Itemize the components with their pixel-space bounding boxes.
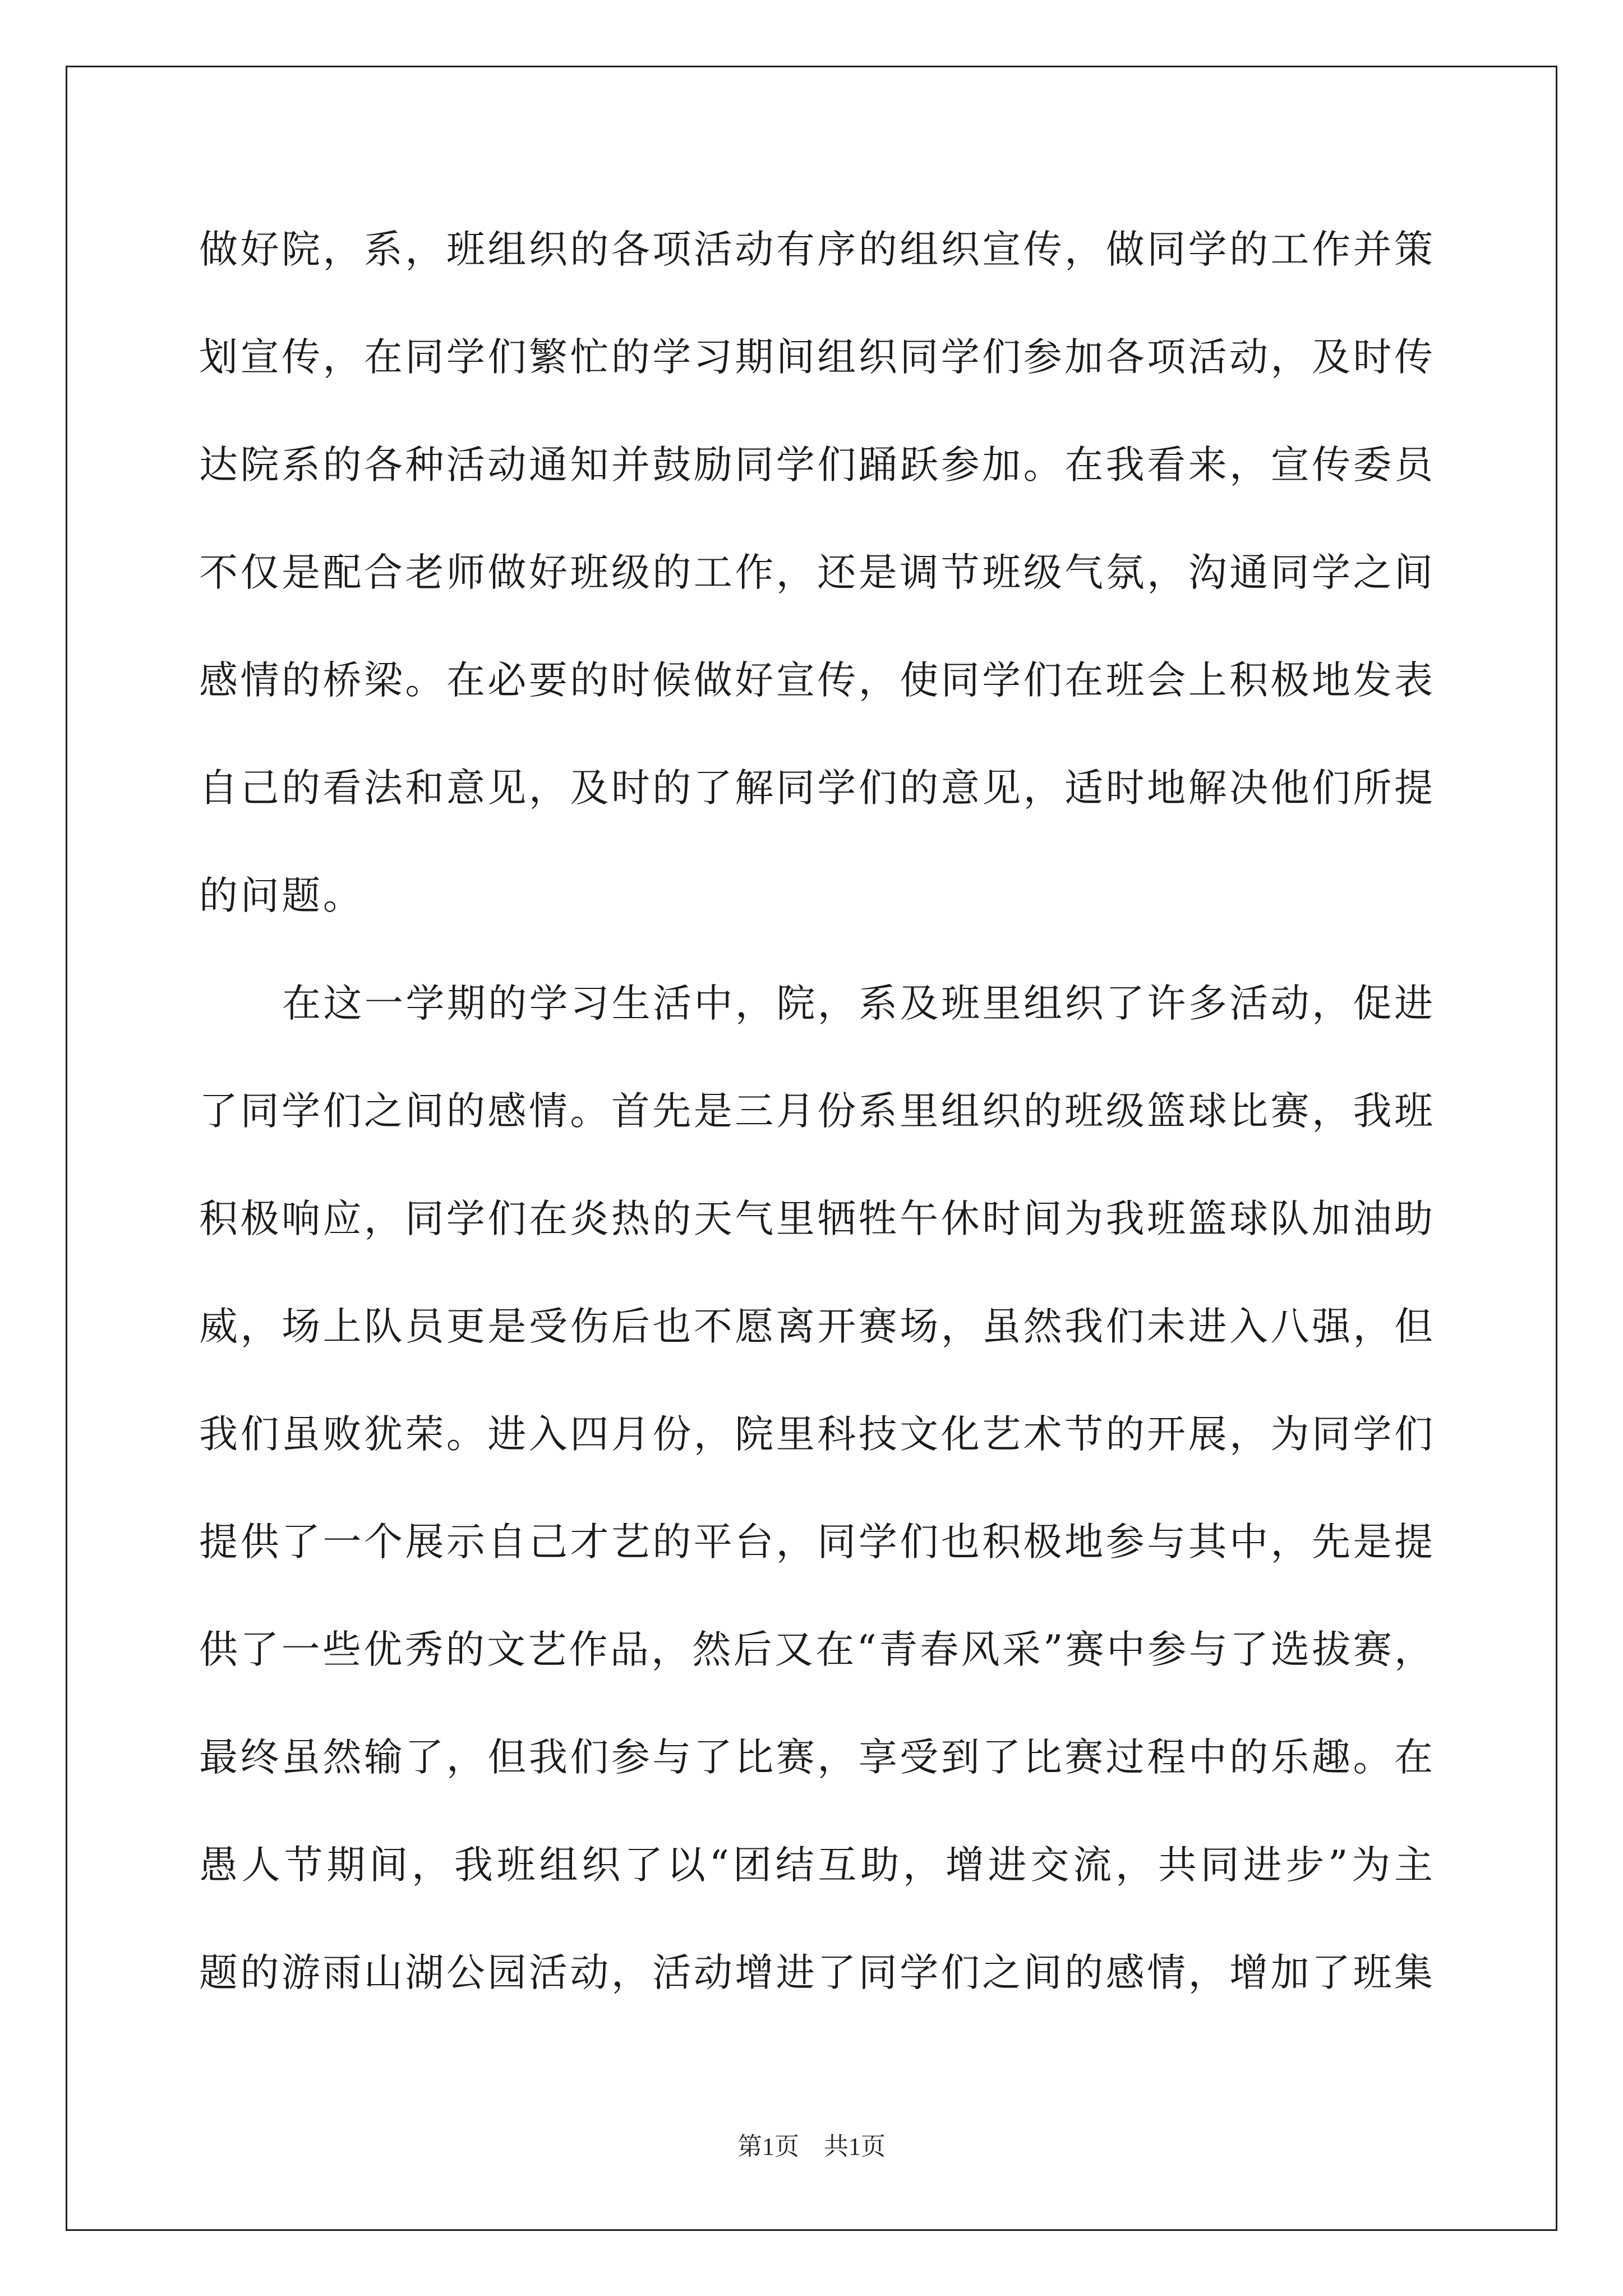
text-line: 了同学们之间的感情。首先是三月份系里组织的班级篮球比赛，我班 [199,1089,1433,1134]
text-line: 划宣传，在同学们繁忙的学习期间组织同学们参加各项活动，及时传 [199,335,1433,380]
text-line: 愚人节期间，我班组织了以“团结互助，增进交流，共同进步”为主 [199,1843,1433,1888]
document-body [199,216,1433,2047]
footer-spacer [799,2133,824,2160]
text-line: 威，场上队员更是受伤后也不愿离开赛场，虽然我们未进入八强，但 [199,1304,1433,1349]
text-line: 在这一学期的学习生活中，院，系及班里组织了许多活动，促进 [282,981,1433,1026]
paragraph-1 [199,216,1433,970]
text-line: 的问题。 [199,873,365,918]
text-line: 供了一些优秀的文艺作品，然后又在“青春风采”赛中参与了选拔赛， [199,1627,1433,1672]
paragraph-2 [199,970,1433,2047]
text-line: 感情的桥梁。在必要的时候做好宣传，使同学们在班会上积极地发表 [199,658,1433,703]
text-line: 做好院，系，班组织的各项活动有序的组织宣传，做同学的工作并策 [199,227,1433,272]
text-line: 提供了一个展示自己才艺的平台，同学们也积极地参与其中，先是提 [199,1520,1433,1565]
page-footer [0,2126,1623,2162]
text-line: 自己的看法和意见，及时的了解同学们的意见，适时地解决他们所提 [199,766,1433,811]
page-total: 共1页 [824,2133,886,2160]
page-number: 第1页 [737,2133,799,2160]
text-line: 最终虽然输了，但我们参与了比赛，享受到了比赛过程中的乐趣。在 [199,1735,1433,1780]
text-line: 积极响应，同学们在炎热的天气里牺牲午休时间为我班篮球队加油助 [199,1197,1433,1241]
text-line: 不仅是配合老师做好班级的工作，还是调节班级气氛，沟通同学之间 [199,550,1433,595]
text-line: 我们虽败犹荣。进入四月份，院里科技文化艺术节的开展，为同学们 [199,1412,1433,1457]
text-line: 题的游雨山湖公园活动，活动增进了同学们之间的感情，增加了班集 [199,1950,1433,1995]
text-line: 达院系的各种活动通知并鼓励同学们踊跃参加。在我看来，宣传委员 [199,443,1433,487]
